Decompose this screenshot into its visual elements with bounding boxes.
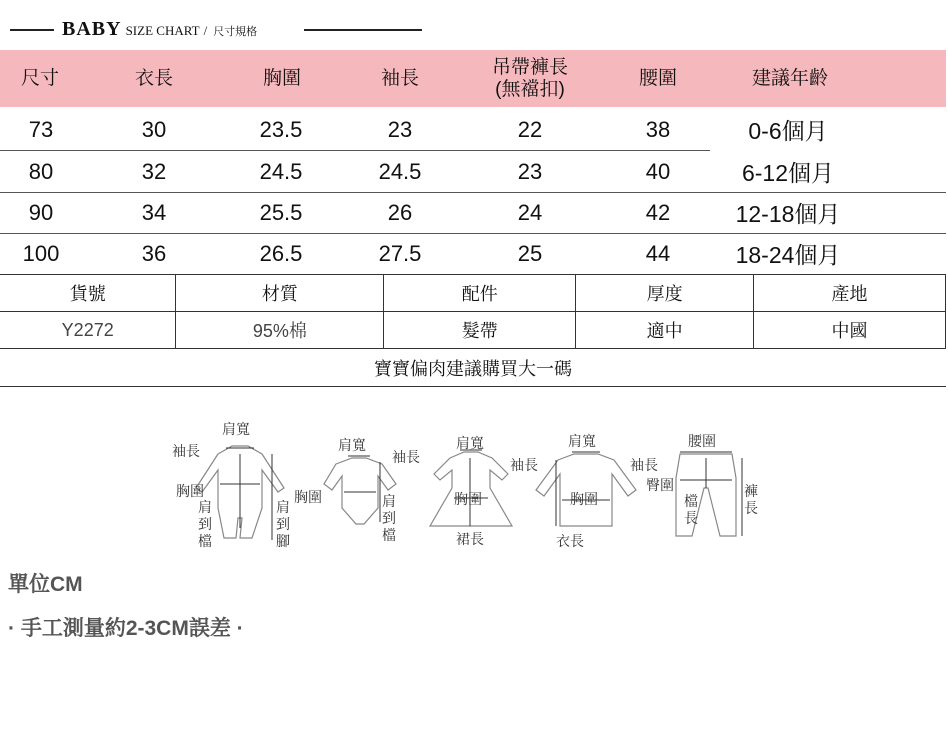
label-shoulder-to-crotch: 肩到檔 [198, 500, 212, 550]
cell-chest: 24.5 [259, 158, 303, 184]
label-chest: 胸圍 [570, 492, 598, 508]
label-sleeve-length: 袖長 [630, 458, 658, 474]
label-sleeve-length: 袖長 [172, 444, 200, 460]
cell-chest: 25.5 [259, 199, 303, 225]
cell-size: 80 [28, 158, 54, 184]
info-header-material: 材質 [176, 275, 384, 312]
title-subtitle: SIZE CHART [125, 23, 200, 38]
label-garment-length: 衣長 [556, 534, 584, 550]
title-rule-right [304, 29, 422, 31]
cell-waist: 44 [645, 240, 671, 266]
info-material: 95%棉 [176, 312, 384, 349]
label-chest: 胸圍 [176, 484, 204, 500]
label-crotch-length: 檔長 [684, 494, 698, 527]
title-separator: / [203, 23, 208, 38]
product-info-table [0, 274, 946, 349]
cell-chest: 26.5 [259, 240, 303, 266]
cell-age: 18-24個月 [735, 242, 841, 268]
label-shoulder-width: 肩寬 [222, 422, 250, 438]
label-shoulder-to-crotch: 肩到檔 [382, 494, 396, 544]
label-pants-length: 褲長 [744, 484, 758, 517]
cell-age: 6-12個月 [741, 160, 835, 186]
label-chest: 胸圍 [294, 490, 322, 506]
cell-length: 30 [141, 116, 167, 142]
cell-chest: 23.5 [259, 116, 303, 142]
header-chest: 胸圍 [262, 67, 301, 89]
info-header-accessory: 配件 [384, 275, 576, 312]
label-chest: 胸圍 [454, 492, 482, 508]
label-sleeve-length: 袖長 [392, 450, 420, 466]
label-skirt-length: 裙長 [456, 532, 484, 548]
info-accessory: 髮帶 [384, 312, 576, 349]
cell-overall-length: 25 [517, 240, 543, 266]
label-shoulder-to-foot: 肩到腳 [276, 500, 290, 550]
measurement-diagrams [160, 418, 770, 563]
cell-size: 73 [28, 116, 54, 142]
table-row [0, 233, 946, 274]
title-text [62, 18, 257, 41]
cell-sleeve: 23 [387, 116, 413, 142]
label-sleeve-length: 袖長 [510, 458, 538, 474]
title-chinese: 尺寸規格 [213, 25, 258, 38]
cell-overall-length: 23 [517, 158, 543, 184]
header-age: 建議年齡 [751, 67, 828, 89]
cell-overall-length: 22 [517, 116, 543, 142]
cell-sleeve: 27.5 [378, 240, 422, 266]
info-thickness: 適中 [576, 312, 754, 349]
info-value-row [0, 312, 946, 349]
info-header-item-no: 貨號 [0, 275, 176, 312]
cell-length: 32 [141, 158, 167, 184]
header-overall-length: 吊帶褲長 (無襠扣) [491, 56, 568, 100]
info-item-no: Y2272 [0, 312, 176, 349]
size-advice-note: 寶寶偏肉建議購買大一碼 [0, 350, 946, 387]
cell-age: 12-18個月 [735, 201, 841, 227]
label-shoulder-width: 肩寬 [338, 438, 366, 454]
cell-size: 100 [22, 240, 60, 266]
table-row [0, 151, 946, 192]
cell-sleeve: 26 [387, 199, 413, 225]
info-origin: 中國 [754, 312, 946, 349]
info-header-origin: 產地 [754, 275, 946, 312]
label-waist: 腰圍 [688, 434, 716, 450]
header-waist: 腰圍 [638, 67, 677, 89]
cell-waist: 40 [645, 158, 671, 184]
title-baby: BABY [62, 18, 122, 40]
info-header-thickness: 厚度 [576, 275, 754, 312]
label-hip: 臀圍 [646, 478, 674, 494]
label-shoulder-width: 肩寬 [568, 434, 596, 450]
header-sleeve: 袖長 [380, 67, 419, 89]
measurement-error-note: · 手工測量約2-3CM誤差 · [8, 617, 244, 640]
cell-size: 90 [28, 199, 54, 225]
size-chart-title [10, 18, 420, 42]
cell-waist: 38 [645, 116, 671, 142]
cell-waist: 42 [645, 199, 671, 225]
header-length: 衣長 [134, 67, 173, 89]
info-header-row [0, 275, 946, 312]
cell-age: 0-6個月 [748, 118, 828, 144]
header-size: 尺寸 [20, 67, 59, 89]
cell-sleeve: 24.5 [378, 158, 422, 184]
label-shoulder-width: 肩寬 [456, 436, 484, 452]
cell-length: 34 [141, 199, 167, 225]
unit-note: 單位CM [8, 573, 83, 596]
cell-length: 36 [141, 240, 167, 266]
table-row [0, 192, 946, 233]
cell-overall-length: 24 [517, 199, 543, 225]
table-row [0, 109, 946, 150]
title-rule-left [10, 29, 54, 31]
size-table-header [0, 50, 946, 107]
